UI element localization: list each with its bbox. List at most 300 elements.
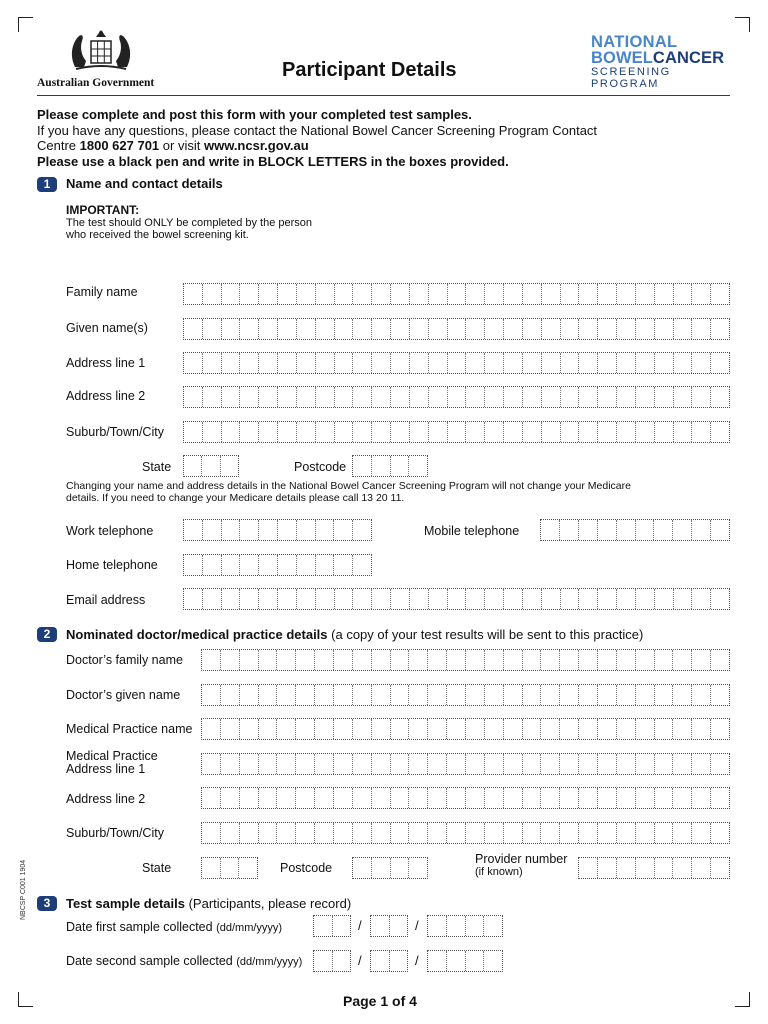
character-box[interactable] bbox=[297, 319, 316, 339]
character-box[interactable] bbox=[222, 555, 241, 575]
character-box[interactable] bbox=[692, 823, 711, 843]
character-box[interactable] bbox=[579, 858, 598, 878]
character-box[interactable] bbox=[655, 685, 674, 705]
character-box[interactable] bbox=[598, 719, 617, 739]
character-box[interactable] bbox=[523, 387, 542, 407]
character-box[interactable] bbox=[391, 650, 410, 670]
character-box[interactable] bbox=[203, 284, 222, 304]
character-box[interactable] bbox=[221, 788, 240, 808]
character-box[interactable] bbox=[655, 719, 674, 739]
character-box[interactable] bbox=[579, 754, 598, 774]
character-box[interactable] bbox=[240, 319, 259, 339]
character-box[interactable] bbox=[334, 788, 353, 808]
character-box[interactable] bbox=[259, 387, 278, 407]
character-box[interactable] bbox=[315, 823, 334, 843]
character-box[interactable] bbox=[560, 685, 579, 705]
character-box[interactable] bbox=[598, 858, 617, 878]
character-box[interactable] bbox=[485, 422, 504, 442]
character-box[interactable] bbox=[466, 650, 485, 670]
character-box[interactable] bbox=[371, 916, 390, 936]
character-box[interactable] bbox=[598, 353, 617, 373]
character-box[interactable] bbox=[353, 788, 372, 808]
character-box[interactable] bbox=[485, 319, 504, 339]
character-box[interactable] bbox=[692, 589, 711, 609]
character-box[interactable] bbox=[466, 685, 485, 705]
character-box[interactable] bbox=[466, 719, 485, 739]
character-box[interactable] bbox=[297, 353, 316, 373]
character-box[interactable] bbox=[202, 823, 221, 843]
character-box[interactable] bbox=[409, 719, 428, 739]
character-box[interactable] bbox=[391, 754, 410, 774]
character-box[interactable] bbox=[372, 719, 391, 739]
character-box[interactable] bbox=[202, 650, 221, 670]
character-box[interactable] bbox=[673, 823, 692, 843]
character-box[interactable] bbox=[579, 650, 598, 670]
character-box[interactable] bbox=[636, 685, 655, 705]
character-box[interactable] bbox=[523, 788, 542, 808]
character-box[interactable] bbox=[316, 589, 335, 609]
character-box[interactable] bbox=[485, 754, 504, 774]
character-box[interactable] bbox=[617, 353, 636, 373]
character-box[interactable] bbox=[277, 754, 296, 774]
character-box[interactable] bbox=[579, 520, 598, 540]
character-box[interactable] bbox=[504, 422, 523, 442]
character-box[interactable] bbox=[372, 387, 391, 407]
character-box[interactable] bbox=[523, 284, 542, 304]
character-box[interactable] bbox=[617, 589, 636, 609]
character-box[interactable] bbox=[184, 422, 203, 442]
character-box[interactable] bbox=[542, 387, 561, 407]
character-box[interactable] bbox=[335, 353, 354, 373]
character-box[interactable] bbox=[655, 788, 674, 808]
character-box[interactable] bbox=[579, 823, 598, 843]
character-box[interactable] bbox=[277, 685, 296, 705]
character-box[interactable] bbox=[673, 788, 692, 808]
character-box[interactable] bbox=[673, 650, 692, 670]
character-box[interactable] bbox=[655, 284, 674, 304]
character-box[interactable] bbox=[221, 754, 240, 774]
character-box[interactable] bbox=[222, 353, 241, 373]
character-box[interactable] bbox=[372, 754, 391, 774]
character-box[interactable] bbox=[579, 387, 598, 407]
character-box[interactable] bbox=[542, 422, 561, 442]
character-box[interactable] bbox=[353, 319, 372, 339]
first-sample-month-field[interactable] bbox=[370, 915, 408, 937]
character-box[interactable] bbox=[240, 422, 259, 442]
character-box[interactable] bbox=[334, 685, 353, 705]
character-box[interactable] bbox=[203, 422, 222, 442]
character-box[interactable] bbox=[353, 520, 371, 540]
character-box[interactable] bbox=[353, 858, 372, 878]
character-box[interactable] bbox=[655, 858, 674, 878]
character-box[interactable] bbox=[259, 422, 278, 442]
character-box[interactable] bbox=[409, 685, 428, 705]
character-box[interactable] bbox=[240, 520, 259, 540]
character-box[interactable] bbox=[391, 456, 410, 476]
character-box[interactable] bbox=[296, 685, 315, 705]
character-box[interactable] bbox=[504, 788, 523, 808]
character-box[interactable] bbox=[391, 685, 410, 705]
character-box[interactable] bbox=[221, 685, 240, 705]
character-box[interactable] bbox=[617, 650, 636, 670]
second-sample-day-field[interactable] bbox=[313, 950, 351, 972]
character-box[interactable] bbox=[523, 823, 542, 843]
character-box[interactable] bbox=[655, 589, 674, 609]
character-box[interactable] bbox=[523, 353, 542, 373]
character-box[interactable] bbox=[335, 319, 354, 339]
character-box[interactable] bbox=[429, 353, 448, 373]
character-box[interactable] bbox=[636, 319, 655, 339]
provider-number-field[interactable] bbox=[578, 857, 730, 879]
character-box[interactable] bbox=[278, 353, 297, 373]
address-line-2-field[interactable] bbox=[183, 386, 730, 408]
character-box[interactable] bbox=[184, 456, 202, 476]
character-box[interactable] bbox=[410, 319, 429, 339]
character-box[interactable] bbox=[372, 650, 391, 670]
character-box[interactable] bbox=[259, 284, 278, 304]
character-box[interactable] bbox=[655, 823, 674, 843]
character-box[interactable] bbox=[314, 916, 333, 936]
character-box[interactable] bbox=[673, 754, 692, 774]
character-box[interactable] bbox=[711, 284, 729, 304]
character-box[interactable] bbox=[240, 353, 259, 373]
character-box[interactable] bbox=[617, 788, 636, 808]
character-box[interactable] bbox=[636, 823, 655, 843]
character-box[interactable] bbox=[184, 319, 203, 339]
character-box[interactable] bbox=[296, 650, 315, 670]
character-box[interactable] bbox=[277, 650, 296, 670]
character-box[interactable] bbox=[202, 754, 221, 774]
character-box[interactable] bbox=[314, 951, 333, 971]
character-box[interactable] bbox=[711, 353, 729, 373]
character-box[interactable] bbox=[560, 754, 579, 774]
character-box[interactable] bbox=[240, 555, 259, 575]
character-box[interactable] bbox=[203, 319, 222, 339]
character-box[interactable] bbox=[259, 685, 278, 705]
character-box[interactable] bbox=[297, 422, 316, 442]
character-box[interactable] bbox=[560, 823, 579, 843]
character-box[interactable] bbox=[674, 319, 693, 339]
character-box[interactable] bbox=[655, 422, 674, 442]
character-box[interactable] bbox=[636, 589, 655, 609]
character-box[interactable] bbox=[598, 823, 617, 843]
character-box[interactable] bbox=[466, 788, 485, 808]
character-box[interactable] bbox=[448, 284, 467, 304]
character-box[interactable] bbox=[409, 823, 428, 843]
character-box[interactable] bbox=[636, 353, 655, 373]
character-box[interactable] bbox=[560, 650, 579, 670]
character-box[interactable] bbox=[617, 858, 636, 878]
character-box[interactable] bbox=[485, 823, 504, 843]
character-box[interactable] bbox=[523, 719, 542, 739]
character-box[interactable] bbox=[674, 353, 693, 373]
character-box[interactable] bbox=[523, 319, 542, 339]
character-box[interactable] bbox=[466, 823, 485, 843]
character-box[interactable] bbox=[692, 788, 711, 808]
character-box[interactable] bbox=[335, 422, 354, 442]
character-box[interactable] bbox=[372, 422, 391, 442]
character-box[interactable] bbox=[466, 589, 485, 609]
character-box[interactable] bbox=[598, 650, 617, 670]
character-box[interactable] bbox=[296, 754, 315, 774]
character-box[interactable] bbox=[523, 685, 542, 705]
character-box[interactable] bbox=[692, 719, 711, 739]
character-box[interactable] bbox=[542, 589, 561, 609]
character-box[interactable] bbox=[221, 650, 240, 670]
family-name-field[interactable] bbox=[183, 283, 730, 305]
character-box[interactable] bbox=[523, 754, 542, 774]
character-box[interactable] bbox=[391, 284, 410, 304]
character-box[interactable] bbox=[353, 555, 371, 575]
character-box[interactable] bbox=[259, 650, 278, 670]
character-box[interactable] bbox=[579, 719, 598, 739]
character-box[interactable] bbox=[429, 319, 448, 339]
character-box[interactable] bbox=[429, 387, 448, 407]
character-box[interactable] bbox=[353, 353, 372, 373]
character-box[interactable] bbox=[466, 422, 485, 442]
character-box[interactable] bbox=[692, 754, 711, 774]
character-box[interactable] bbox=[202, 685, 221, 705]
character-box[interactable] bbox=[429, 284, 448, 304]
character-box[interactable] bbox=[711, 858, 729, 878]
given-names-field[interactable] bbox=[183, 318, 730, 340]
practice-address-1-field[interactable] bbox=[201, 753, 730, 775]
character-box[interactable] bbox=[617, 520, 636, 540]
character-box[interactable] bbox=[485, 788, 504, 808]
character-box[interactable] bbox=[353, 284, 372, 304]
character-box[interactable] bbox=[239, 858, 257, 878]
practice-state-field[interactable] bbox=[201, 857, 258, 879]
character-box[interactable] bbox=[316, 555, 335, 575]
character-box[interactable] bbox=[673, 719, 692, 739]
character-box[interactable] bbox=[447, 823, 466, 843]
character-box[interactable] bbox=[353, 754, 372, 774]
character-box[interactable] bbox=[184, 520, 203, 540]
character-box[interactable] bbox=[484, 916, 502, 936]
character-box[interactable] bbox=[579, 353, 598, 373]
character-box[interactable] bbox=[240, 823, 259, 843]
character-box[interactable] bbox=[409, 858, 427, 878]
character-box[interactable] bbox=[711, 319, 729, 339]
character-box[interactable] bbox=[579, 319, 598, 339]
character-box[interactable] bbox=[410, 589, 429, 609]
character-box[interactable] bbox=[448, 589, 467, 609]
character-box[interactable] bbox=[466, 284, 485, 304]
character-box[interactable] bbox=[240, 719, 259, 739]
character-box[interactable] bbox=[711, 685, 729, 705]
character-box[interactable] bbox=[221, 456, 238, 476]
character-box[interactable] bbox=[655, 754, 674, 774]
character-box[interactable] bbox=[711, 387, 729, 407]
character-box[interactable] bbox=[504, 823, 523, 843]
character-box[interactable] bbox=[692, 284, 711, 304]
character-box[interactable] bbox=[335, 284, 354, 304]
character-box[interactable] bbox=[466, 951, 485, 971]
character-box[interactable] bbox=[372, 589, 391, 609]
character-box[interactable] bbox=[674, 387, 693, 407]
character-box[interactable] bbox=[674, 422, 693, 442]
character-box[interactable] bbox=[353, 685, 372, 705]
character-box[interactable] bbox=[598, 284, 617, 304]
character-box[interactable] bbox=[184, 353, 203, 373]
character-box[interactable] bbox=[541, 754, 560, 774]
character-box[interactable] bbox=[504, 284, 523, 304]
character-box[interactable] bbox=[428, 788, 447, 808]
character-box[interactable] bbox=[617, 823, 636, 843]
character-box[interactable] bbox=[315, 719, 334, 739]
character-box[interactable] bbox=[447, 788, 466, 808]
character-box[interactable] bbox=[579, 422, 598, 442]
character-box[interactable] bbox=[315, 754, 334, 774]
character-box[interactable] bbox=[711, 788, 729, 808]
character-box[interactable] bbox=[335, 387, 354, 407]
character-box[interactable] bbox=[334, 754, 353, 774]
character-box[interactable] bbox=[485, 387, 504, 407]
character-box[interactable] bbox=[184, 284, 203, 304]
character-box[interactable] bbox=[410, 422, 429, 442]
character-box[interactable] bbox=[184, 589, 203, 609]
character-box[interactable] bbox=[617, 422, 636, 442]
character-box[interactable] bbox=[203, 589, 222, 609]
character-box[interactable] bbox=[598, 319, 617, 339]
character-box[interactable] bbox=[504, 319, 523, 339]
character-box[interactable] bbox=[333, 916, 351, 936]
character-box[interactable] bbox=[598, 754, 617, 774]
character-box[interactable] bbox=[222, 387, 241, 407]
character-box[interactable] bbox=[560, 719, 579, 739]
website-link[interactable]: www.ncsr.gov.au bbox=[203, 138, 309, 153]
character-box[interactable] bbox=[617, 284, 636, 304]
character-box[interactable] bbox=[203, 520, 222, 540]
character-box[interactable] bbox=[485, 353, 504, 373]
character-box[interactable] bbox=[316, 422, 335, 442]
character-box[interactable] bbox=[692, 858, 711, 878]
character-box[interactable] bbox=[372, 858, 391, 878]
character-box[interactable] bbox=[504, 754, 523, 774]
character-box[interactable] bbox=[278, 284, 297, 304]
character-box[interactable] bbox=[541, 650, 560, 670]
character-box[interactable] bbox=[428, 823, 447, 843]
character-box[interactable] bbox=[391, 858, 410, 878]
character-box[interactable] bbox=[636, 719, 655, 739]
character-box[interactable] bbox=[202, 456, 220, 476]
second-sample-month-field[interactable] bbox=[370, 950, 408, 972]
character-box[interactable] bbox=[579, 685, 598, 705]
character-box[interactable] bbox=[448, 353, 467, 373]
character-box[interactable] bbox=[560, 520, 579, 540]
character-box[interactable] bbox=[484, 951, 502, 971]
character-box[interactable] bbox=[673, 858, 692, 878]
character-box[interactable] bbox=[692, 319, 711, 339]
character-box[interactable] bbox=[297, 284, 316, 304]
character-box[interactable] bbox=[259, 788, 278, 808]
character-box[interactable] bbox=[447, 650, 466, 670]
character-box[interactable] bbox=[674, 589, 693, 609]
second-sample-year-field[interactable] bbox=[427, 950, 503, 972]
character-box[interactable] bbox=[353, 422, 372, 442]
character-box[interactable] bbox=[617, 719, 636, 739]
character-box[interactable] bbox=[428, 754, 447, 774]
character-box[interactable] bbox=[372, 319, 391, 339]
character-box[interactable] bbox=[428, 951, 447, 971]
character-box[interactable] bbox=[485, 284, 504, 304]
character-box[interactable] bbox=[372, 685, 391, 705]
doctor-family-name-field[interactable] bbox=[201, 649, 730, 671]
character-box[interactable] bbox=[466, 319, 485, 339]
character-box[interactable] bbox=[409, 788, 428, 808]
character-box[interactable] bbox=[692, 520, 711, 540]
character-box[interactable] bbox=[259, 319, 278, 339]
character-box[interactable] bbox=[391, 788, 410, 808]
character-box[interactable] bbox=[315, 788, 334, 808]
character-box[interactable] bbox=[221, 858, 240, 878]
character-box[interactable] bbox=[636, 284, 655, 304]
character-box[interactable] bbox=[259, 719, 278, 739]
character-box[interactable] bbox=[259, 589, 278, 609]
character-box[interactable] bbox=[504, 685, 523, 705]
practice-postcode-field[interactable] bbox=[352, 857, 428, 879]
character-box[interactable] bbox=[692, 387, 711, 407]
character-box[interactable] bbox=[542, 319, 561, 339]
character-box[interactable] bbox=[523, 650, 542, 670]
character-box[interactable] bbox=[504, 387, 523, 407]
character-box[interactable] bbox=[485, 685, 504, 705]
character-box[interactable] bbox=[485, 719, 504, 739]
character-box[interactable] bbox=[617, 685, 636, 705]
character-box[interactable] bbox=[636, 422, 655, 442]
character-box[interactable] bbox=[259, 555, 278, 575]
character-box[interactable] bbox=[561, 353, 580, 373]
character-box[interactable] bbox=[353, 456, 372, 476]
character-box[interactable] bbox=[504, 719, 523, 739]
character-box[interactable] bbox=[541, 788, 560, 808]
suburb-field[interactable] bbox=[183, 421, 730, 443]
character-box[interactable] bbox=[184, 555, 203, 575]
character-box[interactable] bbox=[654, 520, 673, 540]
character-box[interactable] bbox=[259, 754, 278, 774]
character-box[interactable] bbox=[371, 951, 390, 971]
character-box[interactable] bbox=[674, 284, 693, 304]
character-box[interactable] bbox=[428, 685, 447, 705]
character-box[interactable] bbox=[428, 916, 447, 936]
character-box[interactable] bbox=[448, 319, 467, 339]
character-box[interactable] bbox=[409, 456, 427, 476]
character-box[interactable] bbox=[278, 589, 297, 609]
work-telephone-field[interactable] bbox=[183, 519, 372, 541]
character-box[interactable] bbox=[222, 589, 241, 609]
character-box[interactable] bbox=[316, 387, 335, 407]
character-box[interactable] bbox=[353, 650, 372, 670]
character-box[interactable] bbox=[334, 555, 353, 575]
character-box[interactable] bbox=[617, 319, 636, 339]
character-box[interactable] bbox=[711, 719, 729, 739]
character-box[interactable] bbox=[429, 422, 448, 442]
character-box[interactable] bbox=[333, 951, 351, 971]
character-box[interactable] bbox=[561, 319, 580, 339]
first-sample-day-field[interactable] bbox=[313, 915, 351, 937]
character-box[interactable] bbox=[561, 422, 580, 442]
character-box[interactable] bbox=[561, 589, 580, 609]
character-box[interactable] bbox=[240, 284, 259, 304]
character-box[interactable] bbox=[202, 858, 221, 878]
character-box[interactable] bbox=[390, 916, 408, 936]
character-box[interactable] bbox=[429, 589, 448, 609]
character-box[interactable] bbox=[334, 520, 353, 540]
character-box[interactable] bbox=[410, 353, 429, 373]
character-box[interactable] bbox=[353, 387, 372, 407]
character-box[interactable] bbox=[447, 685, 466, 705]
character-box[interactable] bbox=[410, 387, 429, 407]
